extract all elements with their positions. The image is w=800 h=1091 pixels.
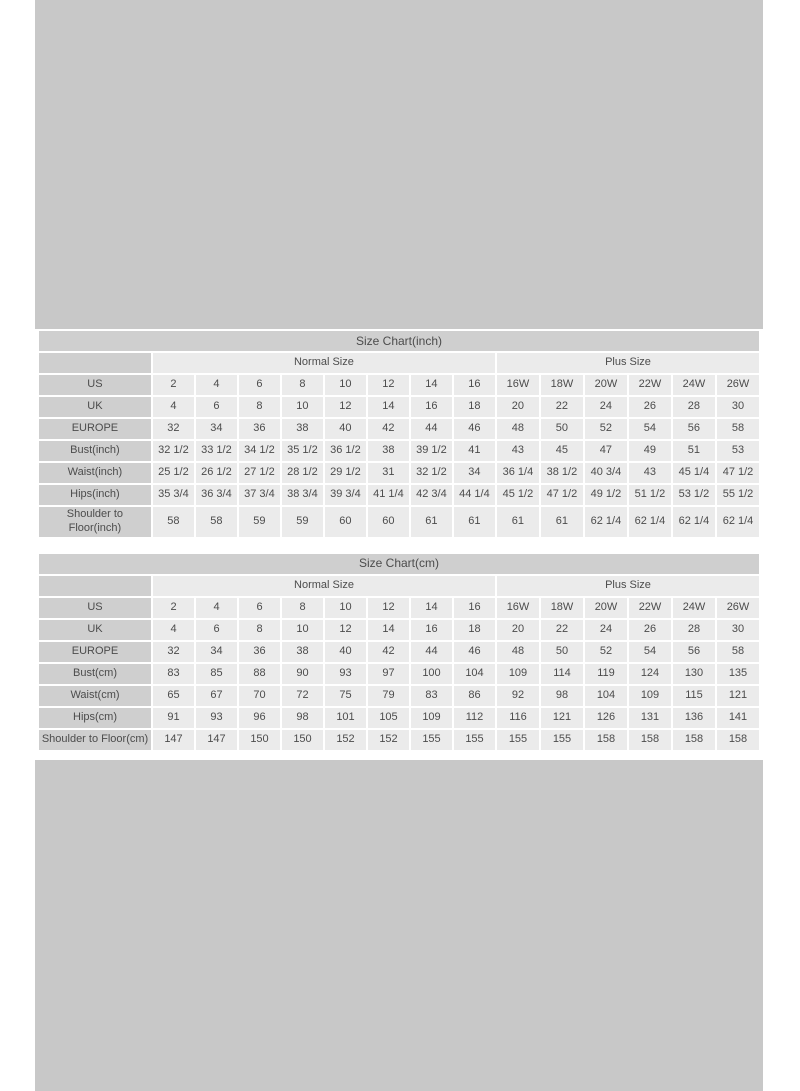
- size-value-cell: 18W: [541, 598, 583, 618]
- size-value-cell: 48: [497, 419, 539, 439]
- size-value-cell: 88: [239, 664, 280, 684]
- size-value-cell: 6: [239, 375, 280, 395]
- table-row: [39, 598, 759, 618]
- size-value-cell: 8: [239, 397, 280, 417]
- size-value-cell: 42 3/4: [411, 485, 452, 505]
- size-value-cell: 72: [282, 686, 323, 706]
- size-value-cell: 18: [454, 620, 495, 640]
- size-value-cell: 18W: [541, 375, 583, 395]
- size-value-cell: 38 3/4: [282, 485, 323, 505]
- size-value-cell: 130: [673, 664, 715, 684]
- size-value-cell: 150: [239, 730, 280, 750]
- size-value-cell: 4: [153, 620, 194, 640]
- size-value-cell: 22W: [629, 375, 671, 395]
- size-value-cell: 2: [153, 375, 194, 395]
- size-value-cell: 22W: [629, 598, 671, 618]
- size-value-cell: 20W: [585, 375, 627, 395]
- row-label: Bust(inch): [39, 441, 151, 461]
- row-label: EUROPE: [39, 419, 151, 439]
- table-row: [39, 397, 759, 417]
- table-row: [39, 730, 759, 750]
- row-label: EUROPE: [39, 642, 151, 662]
- table-row: [39, 686, 759, 706]
- size-value-cell: 155: [497, 730, 539, 750]
- size-value-cell: 36 3/4: [196, 485, 237, 505]
- size-value-cell: 50: [541, 419, 583, 439]
- size-value-cell: 131: [629, 708, 671, 728]
- size-value-cell: 28 1/2: [282, 463, 323, 483]
- row-label: UK: [39, 620, 151, 640]
- table-title: Size Chart(cm): [39, 554, 759, 574]
- size-value-cell: 75: [325, 686, 366, 706]
- group-header-normal-size: Normal Size: [153, 576, 495, 596]
- size-value-cell: 10: [282, 620, 323, 640]
- size-value-cell: 25 1/2: [153, 463, 194, 483]
- size-value-cell: 35 3/4: [153, 485, 194, 505]
- size-value-cell: 121: [541, 708, 583, 728]
- size-value-cell: 16W: [497, 598, 539, 618]
- table-row: [39, 620, 759, 640]
- size-value-cell: 38: [368, 441, 409, 461]
- size-value-cell: 14: [368, 620, 409, 640]
- size-value-cell: 2: [153, 598, 194, 618]
- size-value-cell: 30: [717, 397, 759, 417]
- size-value-cell: 31: [368, 463, 409, 483]
- size-value-cell: 112: [454, 708, 495, 728]
- size-value-cell: 32 1/2: [153, 441, 194, 461]
- size-value-cell: 10: [325, 375, 366, 395]
- size-value-cell: 147: [196, 730, 237, 750]
- size-value-cell: 20: [497, 620, 539, 640]
- size-value-cell: 4: [196, 598, 237, 618]
- gray-panel-bottom: [35, 760, 763, 1091]
- row-label: Shoulder to Floor(inch): [39, 507, 151, 537]
- size-value-cell: 12: [325, 620, 366, 640]
- size-value-cell: 109: [497, 664, 539, 684]
- size-value-cell: 155: [454, 730, 495, 750]
- size-value-cell: 147: [153, 730, 194, 750]
- size-value-cell: 24: [585, 397, 627, 417]
- size-value-cell: 14: [411, 375, 452, 395]
- size-value-cell: 22: [541, 397, 583, 417]
- size-value-cell: 37 3/4: [239, 485, 280, 505]
- size-value-cell: 119: [585, 664, 627, 684]
- size-value-cell: 115: [673, 686, 715, 706]
- size-value-cell: 52: [585, 642, 627, 662]
- size-value-cell: 47 1/2: [717, 463, 759, 483]
- corner-cell: [39, 576, 151, 596]
- size-value-cell: 6: [239, 598, 280, 618]
- size-value-cell: 34: [454, 463, 495, 483]
- size-value-cell: 4: [196, 375, 237, 395]
- size-value-cell: 32: [153, 419, 194, 439]
- size-value-cell: 20W: [585, 598, 627, 618]
- size-value-cell: 32: [153, 642, 194, 662]
- size-value-cell: 45 1/2: [497, 485, 539, 505]
- size-value-cell: 62 1/4: [629, 507, 671, 537]
- group-header-plus-size: Plus Size: [497, 576, 759, 596]
- size-value-cell: 98: [282, 708, 323, 728]
- size-value-cell: 86: [454, 686, 495, 706]
- row-label: US: [39, 375, 151, 395]
- size-value-cell: 83: [153, 664, 194, 684]
- size-value-cell: 14: [411, 598, 452, 618]
- size-value-cell: 41: [454, 441, 495, 461]
- size-value-cell: 58: [196, 507, 237, 537]
- size-value-cell: 70: [239, 686, 280, 706]
- size-value-cell: 152: [325, 730, 366, 750]
- size-value-cell: 34: [196, 642, 237, 662]
- size-value-cell: 39 1/2: [411, 441, 452, 461]
- group-header-plus-size: Plus Size: [497, 353, 759, 373]
- size-value-cell: 141: [717, 708, 759, 728]
- size-value-cell: 43: [629, 463, 671, 483]
- size-value-cell: 44: [411, 642, 452, 662]
- size-value-cell: 12: [368, 598, 409, 618]
- size-value-cell: 61: [454, 507, 495, 537]
- size-value-cell: 36: [239, 642, 280, 662]
- size-value-cell: 28: [673, 397, 715, 417]
- size-value-cell: 28: [673, 620, 715, 640]
- size-value-cell: 105: [368, 708, 409, 728]
- size-value-cell: 10: [325, 598, 366, 618]
- size-value-cell: 38: [282, 419, 323, 439]
- row-label: US: [39, 598, 151, 618]
- size-value-cell: 150: [282, 730, 323, 750]
- size-value-cell: 85: [196, 664, 237, 684]
- size-value-cell: 40: [325, 419, 366, 439]
- size-value-cell: 98: [541, 686, 583, 706]
- size-value-cell: 16: [411, 397, 452, 417]
- size-value-cell: 26W: [717, 598, 759, 618]
- size-value-cell: 45: [541, 441, 583, 461]
- size-value-cell: 152: [368, 730, 409, 750]
- size-value-cell: 26 1/2: [196, 463, 237, 483]
- size-value-cell: 96: [239, 708, 280, 728]
- size-value-cell: 56: [673, 642, 715, 662]
- table-row: [39, 485, 759, 505]
- table-row: [39, 463, 759, 483]
- size-value-cell: 36: [239, 419, 280, 439]
- size-chart-table-size-chart-inch: [37, 329, 761, 539]
- size-value-cell: 126: [585, 708, 627, 728]
- size-value-cell: 12: [368, 375, 409, 395]
- size-value-cell: 8: [282, 375, 323, 395]
- size-value-cell: 8: [239, 620, 280, 640]
- size-value-cell: 4: [153, 397, 194, 417]
- size-value-cell: 45 1/4: [673, 463, 715, 483]
- size-value-cell: 58: [153, 507, 194, 537]
- size-value-cell: 40: [325, 642, 366, 662]
- size-value-cell: 36 1/2: [325, 441, 366, 461]
- size-chart-table-size-chart-cm: [37, 552, 761, 752]
- size-value-cell: 54: [629, 642, 671, 662]
- size-value-cell: 155: [411, 730, 452, 750]
- size-value-cell: 114: [541, 664, 583, 684]
- size-value-cell: 41 1/4: [368, 485, 409, 505]
- size-value-cell: 49 1/2: [585, 485, 627, 505]
- size-value-cell: 136: [673, 708, 715, 728]
- row-label: Shoulder to Floor(cm): [39, 730, 151, 750]
- size-value-cell: 158: [629, 730, 671, 750]
- corner-cell: [39, 353, 151, 373]
- size-value-cell: 124: [629, 664, 671, 684]
- size-value-cell: 30: [717, 620, 759, 640]
- page-canvas: [35, 0, 763, 1091]
- table-row: [39, 708, 759, 728]
- size-value-cell: 26W: [717, 375, 759, 395]
- size-value-cell: 62 1/4: [717, 507, 759, 537]
- size-value-cell: 26: [629, 620, 671, 640]
- size-value-cell: 61: [541, 507, 583, 537]
- size-value-cell: 16: [454, 598, 495, 618]
- size-value-cell: 91: [153, 708, 194, 728]
- size-value-cell: 53: [717, 441, 759, 461]
- size-value-cell: 67: [196, 686, 237, 706]
- size-value-cell: 62 1/4: [585, 507, 627, 537]
- size-value-cell: 44 1/4: [454, 485, 495, 505]
- size-value-cell: 104: [585, 686, 627, 706]
- table-row: [39, 441, 759, 461]
- size-value-cell: 158: [585, 730, 627, 750]
- size-value-cell: 24W: [673, 375, 715, 395]
- row-label: Waist(cm): [39, 686, 151, 706]
- size-value-cell: 93: [325, 664, 366, 684]
- size-value-cell: 90: [282, 664, 323, 684]
- size-value-cell: 53 1/2: [673, 485, 715, 505]
- size-value-cell: 16: [454, 375, 495, 395]
- size-value-cell: 46: [454, 419, 495, 439]
- size-value-cell: 61: [497, 507, 539, 537]
- size-value-cell: 58: [717, 419, 759, 439]
- size-value-cell: 32 1/2: [411, 463, 452, 483]
- size-value-cell: 14: [368, 397, 409, 417]
- size-value-cell: 6: [196, 620, 237, 640]
- size-value-cell: 39 3/4: [325, 485, 366, 505]
- size-value-cell: 62 1/4: [673, 507, 715, 537]
- table-row: [39, 419, 759, 439]
- size-value-cell: 61: [411, 507, 452, 537]
- size-value-cell: 47: [585, 441, 627, 461]
- size-value-cell: 6: [196, 397, 237, 417]
- size-value-cell: 22: [541, 620, 583, 640]
- size-value-cell: 93: [196, 708, 237, 728]
- size-value-cell: 46: [454, 642, 495, 662]
- size-value-cell: 55 1/2: [717, 485, 759, 505]
- size-value-cell: 100: [411, 664, 452, 684]
- size-value-cell: 109: [411, 708, 452, 728]
- size-value-cell: 10: [282, 397, 323, 417]
- size-value-cell: 34 1/2: [239, 441, 280, 461]
- size-value-cell: 18: [454, 397, 495, 417]
- group-header-normal-size: Normal Size: [153, 353, 495, 373]
- table-row: [39, 642, 759, 662]
- size-value-cell: 20: [497, 397, 539, 417]
- size-value-cell: 155: [541, 730, 583, 750]
- size-value-cell: 51: [673, 441, 715, 461]
- size-value-cell: 101: [325, 708, 366, 728]
- row-label: Hips(inch): [39, 485, 151, 505]
- size-value-cell: 92: [497, 686, 539, 706]
- size-value-cell: 54: [629, 419, 671, 439]
- size-value-cell: 40 3/4: [585, 463, 627, 483]
- size-value-cell: 121: [717, 686, 759, 706]
- size-value-cell: 26: [629, 397, 671, 417]
- size-value-cell: 48: [497, 642, 539, 662]
- size-value-cell: 135: [717, 664, 759, 684]
- table-title: Size Chart(inch): [39, 331, 759, 351]
- size-value-cell: 27 1/2: [239, 463, 280, 483]
- size-value-cell: 116: [497, 708, 539, 728]
- size-value-cell: 42: [368, 642, 409, 662]
- size-value-cell: 158: [717, 730, 759, 750]
- size-value-cell: 65: [153, 686, 194, 706]
- size-value-cell: 38: [282, 642, 323, 662]
- table-row: [39, 664, 759, 684]
- row-label: Bust(cm): [39, 664, 151, 684]
- row-label: UK: [39, 397, 151, 417]
- size-value-cell: 51 1/2: [629, 485, 671, 505]
- size-value-cell: 33 1/2: [196, 441, 237, 461]
- size-value-cell: 47 1/2: [541, 485, 583, 505]
- size-value-cell: 12: [325, 397, 366, 417]
- size-value-cell: 16: [411, 620, 452, 640]
- size-value-cell: 109: [629, 686, 671, 706]
- size-value-cell: 8: [282, 598, 323, 618]
- size-value-cell: 59: [282, 507, 323, 537]
- size-value-cell: 104: [454, 664, 495, 684]
- size-value-cell: 58: [717, 642, 759, 662]
- table-row: [39, 375, 759, 395]
- size-value-cell: 36 1/4: [497, 463, 539, 483]
- size-value-cell: 79: [368, 686, 409, 706]
- row-label: Hips(cm): [39, 708, 151, 728]
- size-value-cell: 158: [673, 730, 715, 750]
- size-value-cell: 34: [196, 419, 237, 439]
- size-value-cell: 50: [541, 642, 583, 662]
- size-value-cell: 24W: [673, 598, 715, 618]
- size-value-cell: 59: [239, 507, 280, 537]
- size-value-cell: 60: [325, 507, 366, 537]
- size-value-cell: 43: [497, 441, 539, 461]
- size-value-cell: 38 1/2: [541, 463, 583, 483]
- size-value-cell: 42: [368, 419, 409, 439]
- size-value-cell: 60: [368, 507, 409, 537]
- size-value-cell: 35 1/2: [282, 441, 323, 461]
- size-value-cell: 56: [673, 419, 715, 439]
- size-chart-section: [35, 329, 763, 760]
- gray-panel-top: [35, 0, 763, 329]
- size-value-cell: 44: [411, 419, 452, 439]
- row-label: Waist(inch): [39, 463, 151, 483]
- size-value-cell: 49: [629, 441, 671, 461]
- size-value-cell: 83: [411, 686, 452, 706]
- size-value-cell: 16W: [497, 375, 539, 395]
- size-value-cell: 52: [585, 419, 627, 439]
- table-row: [39, 507, 759, 537]
- size-value-cell: 29 1/2: [325, 463, 366, 483]
- size-value-cell: 24: [585, 620, 627, 640]
- size-value-cell: 97: [368, 664, 409, 684]
